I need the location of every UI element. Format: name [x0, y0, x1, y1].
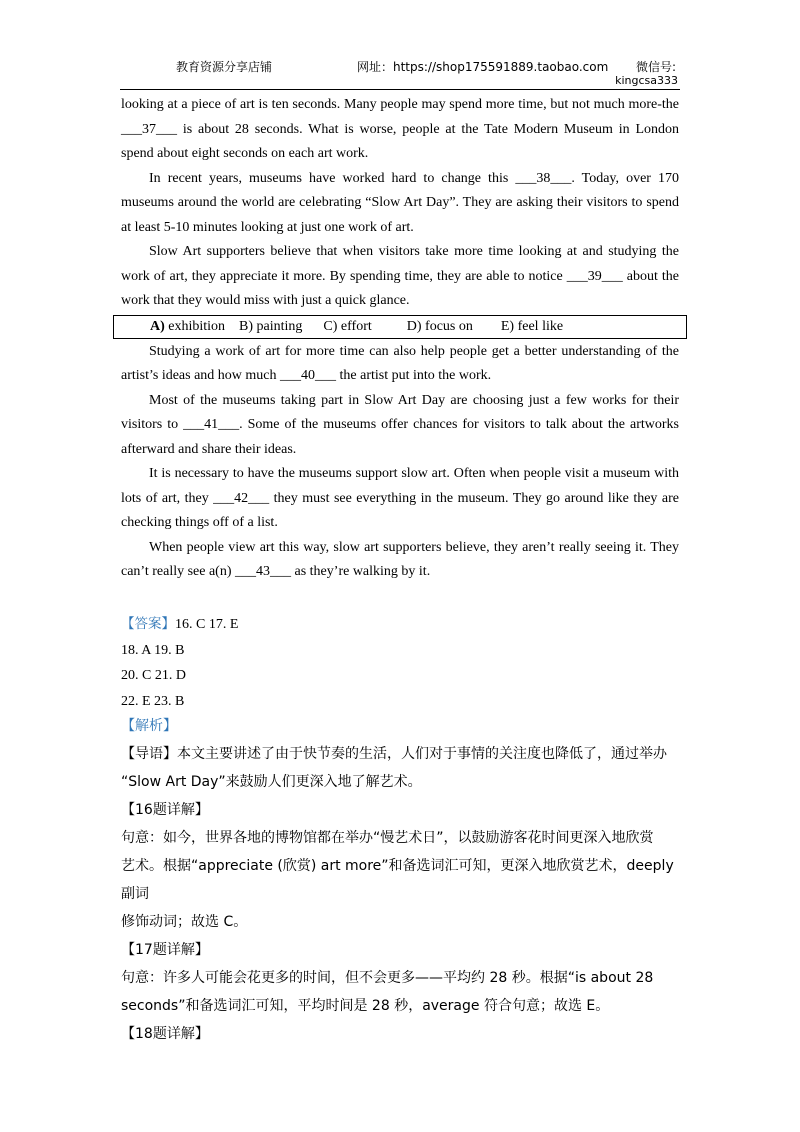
wechat-label: 微信号:	[635, 60, 676, 74]
passage-paragraph: Slow Art supporters believe that when visitors take more time looking at and studying the work of art, they appreciate it more. By spending time, they are able to notice ___39___ about the work that they would miss with just a quick glance.	[121, 244, 679, 308]
wechat-id: kingcsa333	[615, 74, 678, 87]
question-18-title: 【18题详解】	[121, 1025, 209, 1042]
question-16-text: 修饰动词；故选 C。	[121, 913, 248, 930]
answer-values: 16. C 17. E	[175, 617, 239, 632]
passage-paragraph: It is necessary to have the museums support slow art. Often when people visit a museum with lots of art, they ___42___ they must see everything in the museum. They go around like they are checking things off of a list.	[121, 466, 679, 530]
shop-name: 教育资源分享店铺	[176, 60, 273, 74]
question-17-text: seconds”和备选词汇可知，平均时间是 28 秒，average 符合句意；故选 E。	[121, 997, 610, 1014]
analysis-label: 【解析】	[121, 718, 177, 734]
answer-line: 18. A 19. B	[121, 642, 185, 658]
passage	[121, 93, 679, 585]
passage-paragraph: In recent years, museums have worked hard to change this ___38___. Today, over 170 museums around the world are celebrating “Slow Art Day”. They are asking their visitors to spend at least 5-10 minutes looking at just one work of art.	[121, 170, 679, 235]
passage-paragraph: Most of the museums taking part in Slow Art Day are choosing just a few works for their visitors to ___41___. Some of the museums offer chances for visitors to talk about the artworks afterward and share their ideas.	[121, 392, 679, 457]
intro-text: “Slow Art Day”来鼓励人们更深入地了解艺术。	[121, 773, 422, 790]
answer-section	[121, 612, 691, 1048]
question-17-title: 【17题详解】	[121, 941, 209, 958]
options-box	[113, 315, 687, 339]
question-16-text: 艺术。根据“appreciate (欣赏) art more”和备选词汇可知，更深入地欣赏艺术，deeply 副词	[121, 857, 674, 902]
shop-url: 网址：https://shop175591889.taobao.com	[357, 60, 609, 74]
header-rule	[120, 89, 680, 90]
page-header	[120, 56, 680, 90]
answer-line	[121, 612, 691, 638]
answer-line: 20. C 21. D	[121, 668, 186, 683]
options-list: exhibition B) painting C) effort D) focus on E) feel like	[164, 318, 564, 334]
passage-paragraph: Studying a work of art for more time can also help people get a better understanding of the artist’s ideas and how much ___40___ the artist put into the work.	[121, 343, 679, 383]
option-a-label: A)	[150, 318, 165, 334]
passage-paragraph: When people view art this way, slow art supporters believe, they aren’t really seeing it. They can’t really see a(n) ___43___ as they’re walking by it.	[121, 539, 679, 579]
passage-paragraph: looking at a piece of art is ten seconds. Many people may spend more time, but not much more-the ___37___ is about 28 seconds. What is worse, people at the Tate Modern Museum in London spend about eight seconds on each art work.	[121, 97, 679, 161]
answer-line: 22. E 23. B	[121, 693, 185, 709]
question-16-title: 【16题详解】	[121, 801, 209, 818]
question-16-text: 句意：如今，世界各地的博物馆都在举办“慢艺术日”，以鼓励游客花时间更深入地欣赏	[121, 829, 654, 846]
answer-label: 【答案】	[121, 616, 175, 632]
question-17-text: 句意：许多人可能会花更多的时间，但不会更多——平均约 28 秒。根据“is about 28	[121, 969, 654, 986]
intro-text: 【导语】本文主要讲述了由于快节奏的生活，人们对于事情的关注度也降低了，通过举办	[121, 745, 667, 762]
